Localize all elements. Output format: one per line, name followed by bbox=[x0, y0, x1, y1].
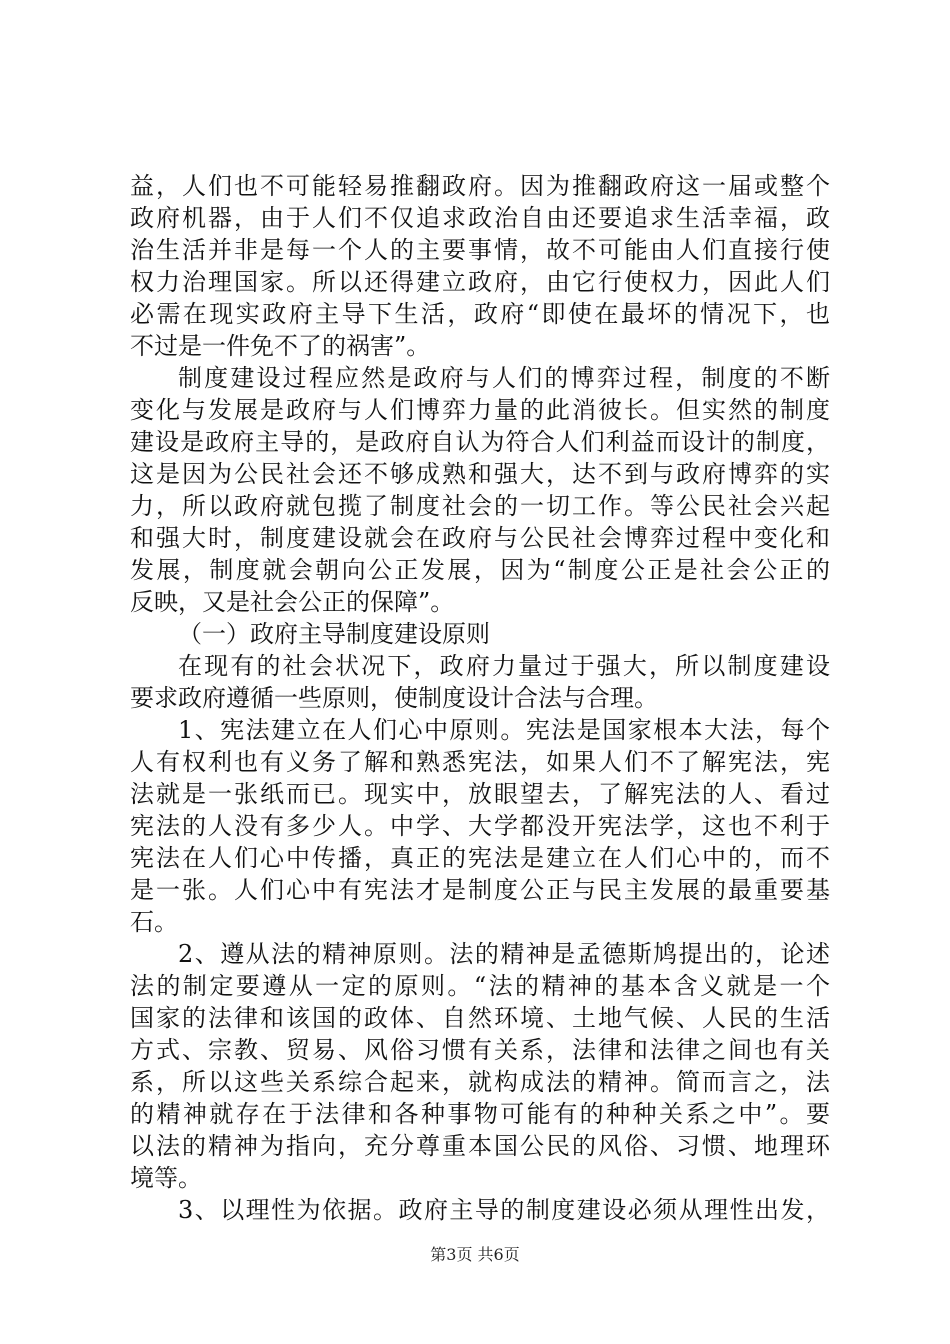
text-line: 制度建设过程应然是政府与人们的博弈过程，制度的不断 bbox=[178, 364, 830, 392]
text-line: 1、宪法建立在人们心中原则。宪法是国家根本大法，每个 bbox=[178, 716, 830, 744]
text-line: 建设是政府主导的，是政府自认为符合人们利益而设计的制度， bbox=[130, 428, 830, 456]
text-line: 反映，又是社会公正的保障”。 bbox=[130, 588, 455, 616]
text-line: 治生活并非是每一个人的主要事情，故不可能由人们直接行使 bbox=[130, 236, 830, 264]
text-line: 力，所以政府就包揽了制度社会的一切工作。等公民社会兴起 bbox=[130, 492, 830, 520]
text-line: 权力治理国家。所以还得建立政府，由它行使权力，因此人们 bbox=[130, 268, 830, 296]
text-line: 宪法的人没有多少人。中学、大学都没开宪法学，这也不利于 bbox=[130, 812, 830, 840]
text-line: 变化与发展是政府与人们博弈力量的此消彼长。但实然的制度 bbox=[130, 396, 830, 424]
text-line: 石。 bbox=[130, 908, 178, 936]
text-line: 人有权利也有义务了解和熟悉宪法，如果人们不了解宪法，宪 bbox=[130, 748, 830, 776]
text-line: 2、遵从法的精神原则。法的精神是孟德斯鸠提出的，论述 bbox=[178, 940, 830, 968]
text-line: 益，人们也不可能轻易推翻政府。因为推翻政府这一届或整个 bbox=[130, 172, 830, 200]
text-line: 在现有的社会状况下，政府力量过于强大，所以制度建设 bbox=[178, 652, 830, 680]
text-line: 3、以理性为依据。政府主导的制度建设必须从理性出发， bbox=[178, 1196, 830, 1224]
text-line: 宪法在人们心中传播，真正的宪法是建立在人们心中的，而不 bbox=[130, 844, 830, 872]
text-line: 是一张。人们心中有宪法才是制度公正与民主发展的最重要基 bbox=[130, 876, 830, 904]
text-line: 法就是一张纸而已。现实中，放眼望去，了解宪法的人、看过 bbox=[130, 780, 830, 808]
text-line: 国家的法律和该国的政体、自然环境、土地气候、人民的生活 bbox=[130, 1004, 830, 1032]
text-line: 的精神就存在于法律和各种事物可能有的种种关系之中”。要 bbox=[130, 1100, 830, 1128]
text-line: 发展，制度就会朝向公正发展，因为“制度公正是社会公正的 bbox=[130, 556, 830, 584]
text-line: 要求政府遵循一些原则，使制度设计合法与合理。 bbox=[130, 684, 658, 712]
page-footer: 第3页 共6页 bbox=[430, 1245, 520, 1264]
text-line: 境等。 bbox=[130, 1164, 202, 1192]
text-line: （一）政府主导制度建设原则 bbox=[178, 620, 490, 648]
text-line: 政府机器，由于人们不仅追求政治自由还要追求生活幸福，政 bbox=[130, 204, 830, 232]
text-line: 法的制定要遵从一定的原则。“法的精神的基本含义就是一个 bbox=[130, 972, 830, 1000]
text-line: 以法的精神为指向，充分尊重本国公民的风俗、习惯、地理环 bbox=[130, 1132, 830, 1160]
text-line: 必需在现实政府主导下生活，政府“即使在最坏的情况下，也 bbox=[130, 300, 830, 328]
text-line: 和强大时，制度建设就会在政府与公民社会博弈过程中变化和 bbox=[130, 524, 830, 552]
document-body bbox=[130, 170, 830, 1226]
text-line: 方式、宗教、贸易、风俗习惯有关系，法律和法律之间也有关 bbox=[130, 1036, 830, 1064]
text-line: 这是因为公民社会还不够成熟和强大，达不到与政府博弈的实 bbox=[130, 460, 830, 488]
text-line: 不过是一件免不了的祸害”。 bbox=[130, 332, 431, 360]
text-line: 系，所以这些关系综合起来，就构成法的精神。简而言之，法 bbox=[130, 1068, 830, 1096]
